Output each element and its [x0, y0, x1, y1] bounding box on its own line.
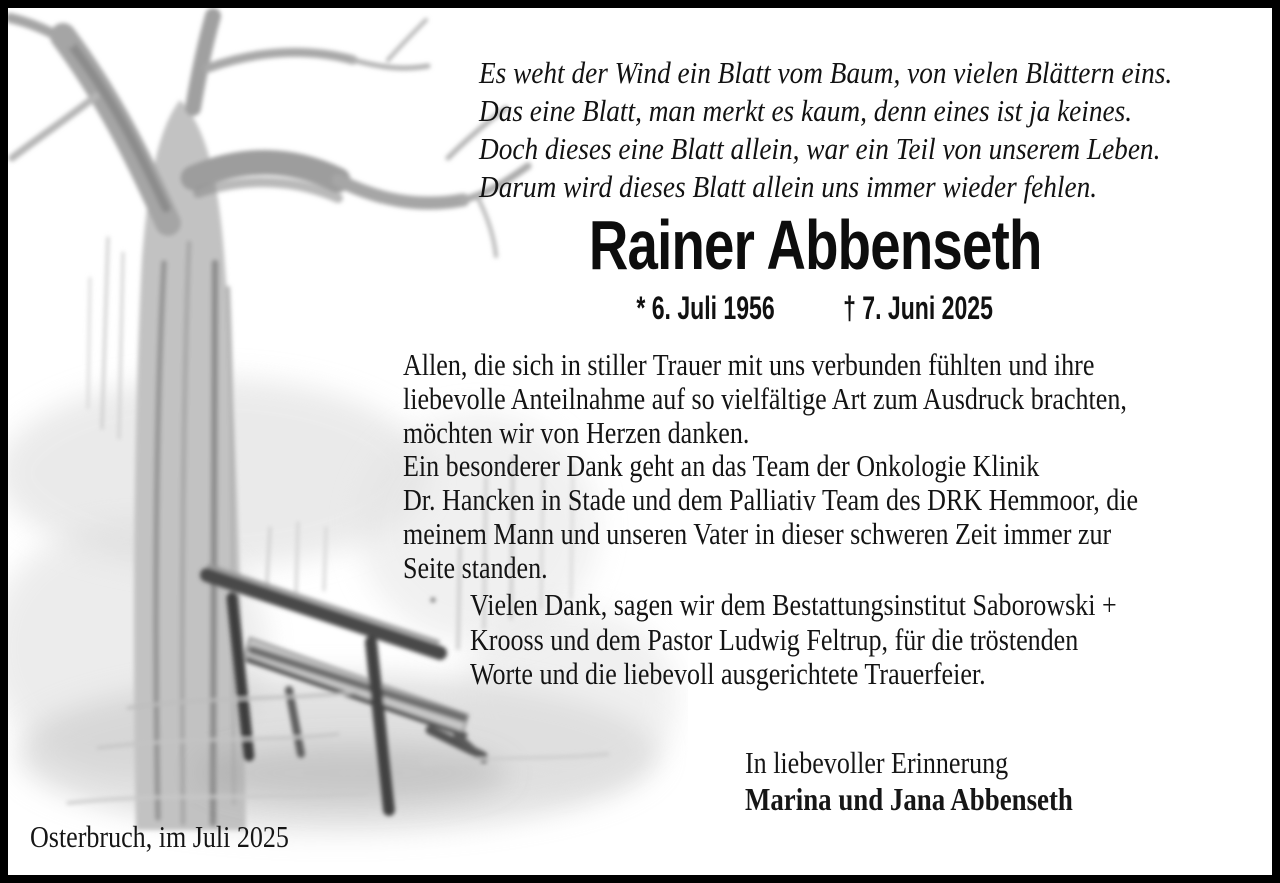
deceased-name: Rainer Abbenseth [588, 206, 1042, 284]
thanks-line: Worte und die liebevoll ausgerichtete Trauerfeier. [470, 656, 986, 691]
death-date: † 7. Juni 2025 [843, 290, 994, 326]
place-date: Osterbruch, im Juli 2025 [30, 819, 289, 854]
poem-line: Das eine Blatt, man merkt es kaum, denn eines ist ja keines. [479, 93, 1133, 128]
birth-date: * 6. Juli 1956 [636, 290, 776, 326]
thanks-paragraph-funeral [470, 588, 1117, 692]
poem-line: Es weht der Wind ein Blatt vom Baum, von vielen Blättern eins. [479, 55, 1173, 90]
thanks-line: Krooss und dem Pastor Ludwig Feltrup, für die tröstenden [470, 621, 1079, 657]
thanks-line: Vielen Dank, sagen wir dem Bestattungsinstitut Saborowski + [470, 587, 1117, 622]
poem-line: Darum wird dieses Blatt allein uns immer wieder fehlen. [479, 169, 1098, 204]
family-signature: Marina und Jana Abbenseth [745, 781, 1073, 817]
thanks-line: Dr. Hancken in Stade und dem Palliativ Team des DRK Hemmoor, die [403, 482, 1139, 518]
poem-line: Doch dieses eine Blatt allein, war ein Teil von unserem Leben. [479, 131, 1161, 166]
thanks-line: liebevolle Anteilnahme auf so vielfältige Art zum Ausdruck brachten, [403, 380, 1127, 416]
memorial-poem [479, 54, 1172, 206]
life-dates-row [400, 290, 1230, 326]
closing-intro: In liebevoller Erinnerung [745, 745, 1009, 780]
thanks-line: möchten wir von Herzen danken. [403, 414, 750, 450]
thanks-line: Allen, die sich in stiller Trauer mit uns verbunden fühlten und ihre [403, 347, 1095, 382]
thanks-paragraph-main [403, 348, 1138, 585]
closing-block [745, 744, 1073, 818]
deceased-name-row [400, 208, 1230, 282]
thanks-line: meinem Mann und unseren Vater in dieser schweren Zeit immer zur [403, 515, 1112, 551]
thanks-line: Ein besonderer Dank geht an das Team der Onkologie Klinik [403, 448, 1040, 484]
thanks-line: Seite standen. [403, 549, 548, 585]
